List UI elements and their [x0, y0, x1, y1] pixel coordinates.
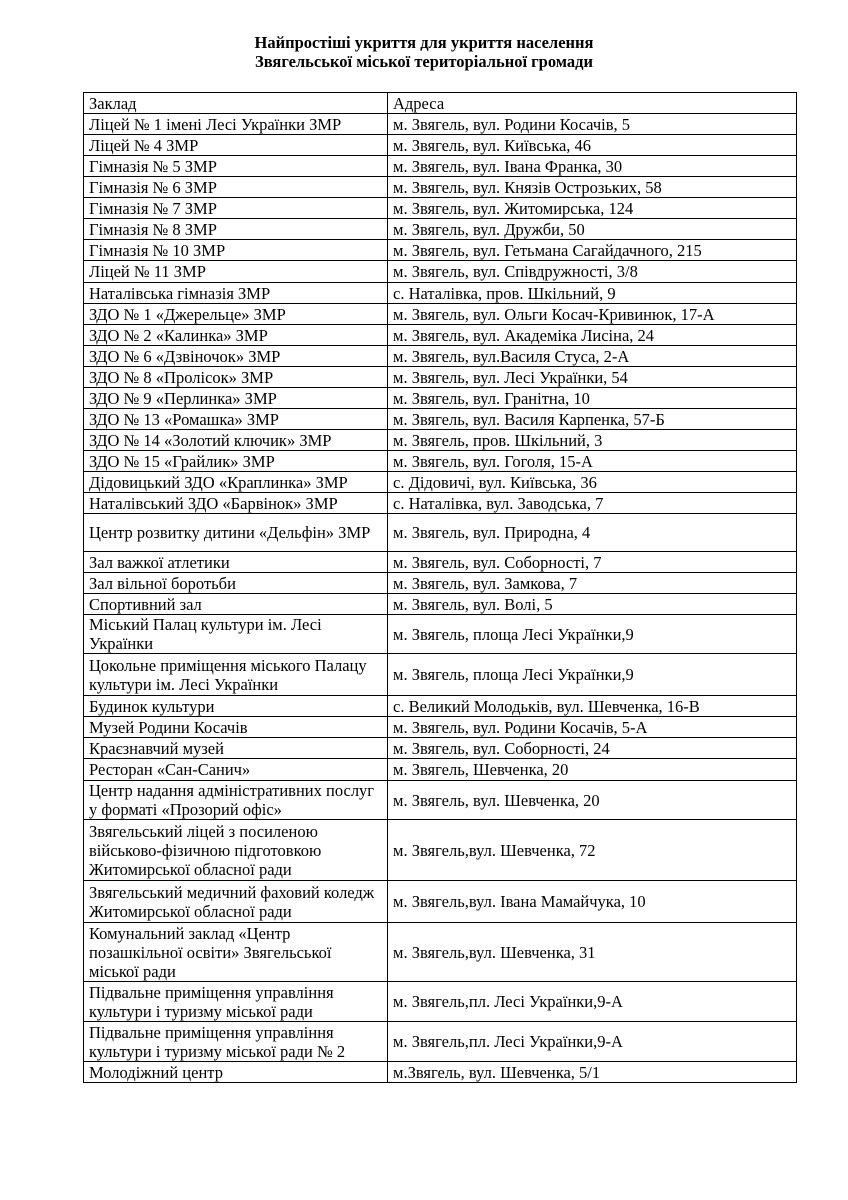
table-row	[84, 696, 797, 717]
address-cell: м. Звягель, вул. Співдружності, 3/8	[388, 261, 797, 283]
table-row	[84, 472, 797, 493]
address-cell: м. Звягель, площа Лесі Українки,9	[388, 615, 797, 654]
facility-cell: Комунальний заклад «Центр позашкільної освіти» Звягельської міської ради	[84, 923, 388, 982]
table-row	[84, 654, 797, 696]
facility-cell: Ліцей № 1 імені Лесі Українки ЗМР	[84, 114, 388, 135]
address-cell: м. Звягель,вул. Шевченка, 31	[388, 923, 797, 982]
address-cell: м. Звягель, площа Лесі Українки,9	[388, 654, 797, 696]
facility-cell: Центр надання адміністративних послуг у форматі «Прозорий офіс»	[84, 781, 388, 820]
facility-cell: ЗДО № 13 «Ромашка» ЗМР	[84, 409, 388, 430]
address-cell: м. Звягель, вул. Природна, 4	[388, 514, 797, 552]
facility-cell: Ліцей № 4 ЗМР	[84, 135, 388, 156]
table-row	[84, 514, 797, 552]
facility-cell: Гімназія № 10 ЗМР	[84, 240, 388, 261]
address-cell: м. Звягель, вул. Гетьмана Сагайдачного, 215	[388, 240, 797, 261]
facility-cell: ЗДО № 9 «Перлинка» ЗМР	[84, 388, 388, 409]
facility-cell: Гімназія № 6 ЗМР	[84, 177, 388, 198]
facility-cell: Звягельський медичний фаховий коледж Житомирської обласної ради	[84, 881, 388, 923]
address-cell: м. Звягель, вул. Ольги Косач-Кривинюк, 17-А	[388, 304, 797, 325]
table-row	[84, 451, 797, 472]
table-row	[84, 717, 797, 738]
table-row	[84, 493, 797, 514]
address-cell: м. Звягель,вул. Івана Мамайчука, 10	[388, 881, 797, 923]
facility-cell: Гімназія № 8 ЗМР	[84, 219, 388, 240]
facility-cell: Наталівська гімназія ЗМР	[84, 283, 388, 304]
address-cell: м. Звягель, вул. Київська, 46	[388, 135, 797, 156]
address-cell: м. Звягель, вул. Шевченка, 20	[388, 781, 797, 820]
address-cell: м. Звягель, вул. Волі, 5	[388, 594, 797, 615]
facility-cell: Наталівський ЗДО «Барвінок» ЗМР	[84, 493, 388, 514]
address-cell: м. Звягель,пл. Лесі Українки,9-А	[388, 982, 797, 1022]
table-row	[84, 409, 797, 430]
table-row	[84, 759, 797, 781]
table-row	[84, 1062, 797, 1083]
table-body	[84, 114, 797, 1083]
address-cell: м. Звягель, вул. Соборності, 7	[388, 552, 797, 573]
table-row	[84, 552, 797, 573]
table-row	[84, 881, 797, 923]
document-title	[0, 33, 848, 71]
facility-cell: Гімназія № 5 ЗМР	[84, 156, 388, 177]
facility-cell: Міський Палац культури ім. Лесі Українки	[84, 615, 388, 654]
address-cell: м. Звягель, вул. Дружби, 50	[388, 219, 797, 240]
table-row	[84, 594, 797, 615]
column-header-address: Адреса	[388, 93, 797, 114]
facility-cell: Підвальне приміщення управління культури і туризму міської ради	[84, 982, 388, 1022]
table-row	[84, 820, 797, 881]
facility-cell: ЗДО № 8 «Пролісок» ЗМР	[84, 367, 388, 388]
table-row	[84, 156, 797, 177]
table-row	[84, 240, 797, 261]
facility-cell: ЗДО № 14 «Золотий ключик» ЗМР	[84, 430, 388, 451]
facility-cell: Зал важкої атлетики	[84, 552, 388, 573]
address-cell: м. Звягель, вул. Івана Франка, 30	[388, 156, 797, 177]
table-row	[84, 430, 797, 451]
table-row	[84, 573, 797, 594]
address-cell: с. Наталівка, вул. Заводська, 7	[388, 493, 797, 514]
facility-cell: ЗДО № 15 «Грайлик» ЗМР	[84, 451, 388, 472]
address-cell: с. Дідовичі, вул. Київська, 36	[388, 472, 797, 493]
shelters-table	[83, 92, 797, 1083]
address-cell: м. Звягель, вул. Гоголя, 15-А	[388, 451, 797, 472]
facility-cell: Зал вільної боротьби	[84, 573, 388, 594]
address-cell: с. Великий Молодьків, вул. Шевченка, 16-В	[388, 696, 797, 717]
facility-cell: Краєзнавчий музей	[84, 738, 388, 759]
table-row	[84, 367, 797, 388]
address-cell: м. Звягель,вул. Шевченка, 72	[388, 820, 797, 881]
address-cell: м. Звягель, вул. Соборності, 24	[388, 738, 797, 759]
facility-cell: Молодіжний центр	[84, 1062, 388, 1083]
table-row	[84, 283, 797, 304]
table-header-row	[84, 93, 797, 114]
table-row	[84, 304, 797, 325]
title-line-2: Звягельської міської територіальної громади	[254, 52, 594, 71]
table-row	[84, 346, 797, 367]
facility-cell: Дідовицький ЗДО «Краплинка» ЗМР	[84, 472, 388, 493]
address-cell: м. Звягель, вул. Замкова, 7	[388, 573, 797, 594]
title-line-1: Найпростіші укриття для укриття населення	[254, 33, 594, 52]
facility-cell: Ресторан «Сан-Санич»	[84, 759, 388, 781]
address-cell: м. Звягель, вул. Князів Острозьких, 58	[388, 177, 797, 198]
table-row	[84, 781, 797, 820]
address-cell: м. Звягель, Шевченка, 20	[388, 759, 797, 781]
address-cell: м. Звягель, вул. Гранітна, 10	[388, 388, 797, 409]
address-cell: м. Звягель, вул.Василя Стуса, 2-А	[388, 346, 797, 367]
facility-cell: Цокольне приміщення міського Палацу культури ім. Лесі Українки	[84, 654, 388, 696]
address-cell: м. Звягель, вул. Лесі Українки, 54	[388, 367, 797, 388]
table-row	[84, 388, 797, 409]
facility-cell: Звягельський ліцей з посиленою військово-фізичною підготовкою Житомирської обласної ради	[84, 820, 388, 881]
address-cell: м. Звягель, вул. Родини Косачів, 5-А	[388, 717, 797, 738]
address-cell: м.Звягель, вул. Шевченка, 5/1	[388, 1062, 797, 1083]
table-row	[84, 135, 797, 156]
column-header-facility: Заклад	[84, 93, 388, 114]
facility-cell: Центр розвитку дитини «Дельфін» ЗМР	[84, 514, 388, 552]
address-cell: м. Звягель, вул. Академіка Лисіна, 24	[388, 325, 797, 346]
table-row	[84, 261, 797, 283]
table-row	[84, 982, 797, 1022]
table-row	[84, 738, 797, 759]
address-cell: с. Наталівка, пров. Шкільний, 9	[388, 283, 797, 304]
facility-cell: ЗДО № 2 «Калинка» ЗМР	[84, 325, 388, 346]
facility-cell: Ліцей № 11 ЗМР	[84, 261, 388, 283]
facility-cell: ЗДО № 6 «Дзвіночок» ЗМР	[84, 346, 388, 367]
table-row	[84, 198, 797, 219]
table-row	[84, 1022, 797, 1062]
table-row	[84, 219, 797, 240]
table-row	[84, 923, 797, 982]
facility-cell: Будинок культури	[84, 696, 388, 717]
facility-cell: Підвальне приміщення управління культури і туризму міської ради № 2	[84, 1022, 388, 1062]
table-row	[84, 615, 797, 654]
table-row	[84, 325, 797, 346]
facility-cell: Спортивний зал	[84, 594, 388, 615]
facility-cell: Музей Родини Косачів	[84, 717, 388, 738]
address-cell: м. Звягель, вул. Василя Карпенка, 57-Б	[388, 409, 797, 430]
address-cell: м. Звягель, вул. Житомирська, 124	[388, 198, 797, 219]
table-row	[84, 114, 797, 135]
table-row	[84, 177, 797, 198]
facility-cell: Гімназія № 7 ЗМР	[84, 198, 388, 219]
address-cell: м. Звягель, вул. Родини Косачів, 5	[388, 114, 797, 135]
address-cell: м. Звягель, пров. Шкільний, 3	[388, 430, 797, 451]
address-cell: м. Звягель,пл. Лесі Українки,9-А	[388, 1022, 797, 1062]
facility-cell: ЗДО № 1 «Джерельце» ЗМР	[84, 304, 388, 325]
